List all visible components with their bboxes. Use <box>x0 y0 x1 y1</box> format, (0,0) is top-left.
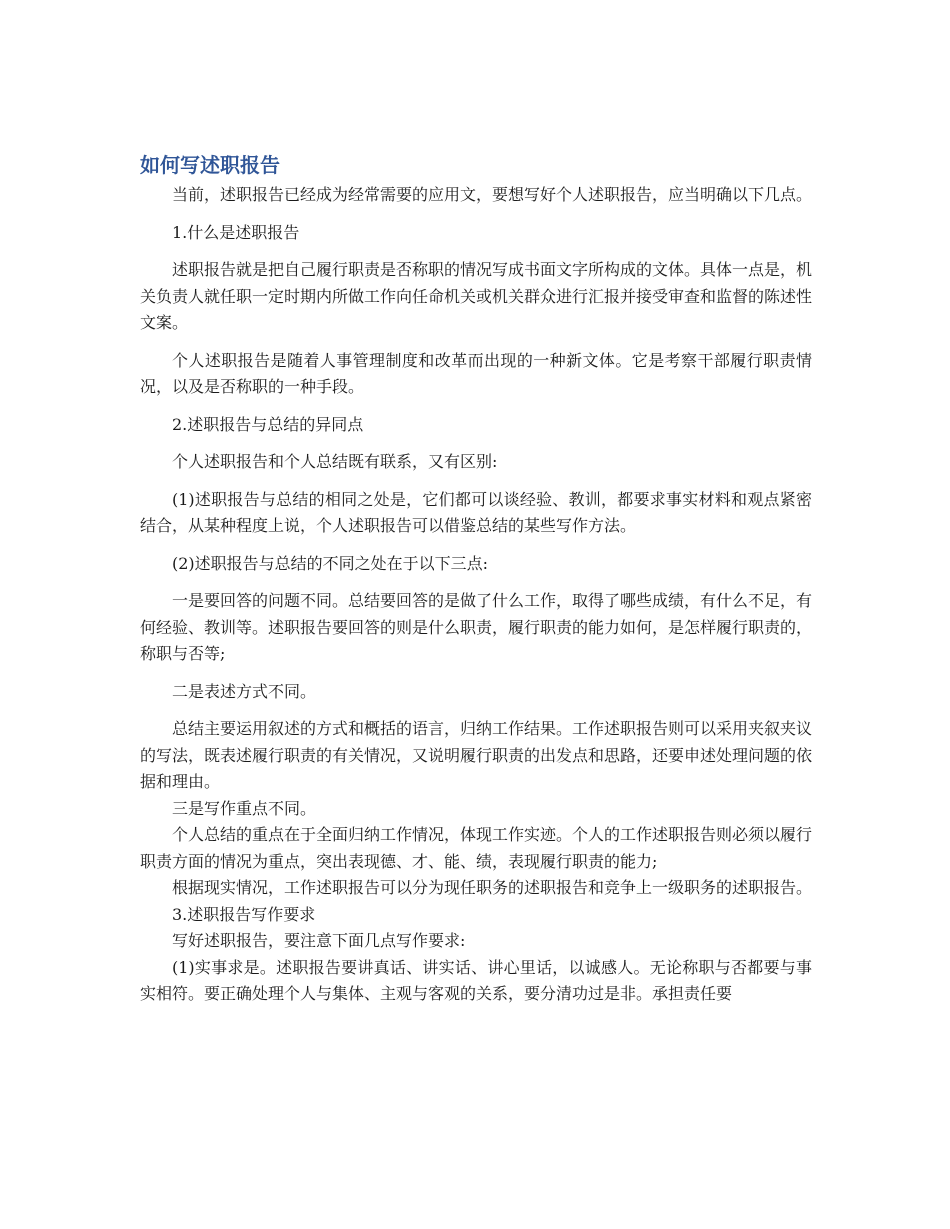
paragraph-expression: 总结主要运用叙述的方式和概括的语言，归纳工作结果。工作述职报告则可以采用夹叙夹议的写法，既表述履行职责的有关情况，又说明履行职责的出发点和思路，还要申述处理问题的依据和理由。 <box>140 719 813 791</box>
section-heading-3: 3.述职报告写作要求 <box>172 904 316 924</box>
paragraph-difference-2: 二是表述方式不同。 <box>172 681 317 701</box>
section-heading-1: 1.什么是述职报告 <box>172 222 300 242</box>
document-page <box>140 150 812 1008</box>
paragraph-intro: 当前，述职报告已经成为经常需要的应用文，要想写好个人述职报告，应当明确以下几点。 <box>172 185 813 204</box>
paragraph-difference-intro: (2)述职报告与总结的不同之处在于以下三点: <box>172 553 489 573</box>
paragraph-difference-1: 一是要回答的问题不同。总结要回答的是做了什么工作，取得了哪些成绩，有什么不足，有何经验、教训等。述职报告要回答的则是什么职责，履行职责的能力如何，是怎样履行职责的，称职与否等; <box>140 591 813 663</box>
paragraph-similarity: (1)述职报告与总结的相同之处是，它们都可以谈经验、教训，都要求事实材料和观点紧密结合，从某种程度上说，个人述职报告可以借鉴总结的某些写作方法。 <box>140 489 812 535</box>
paragraph-new-genre: 个人述职报告是随着人事管理制度和改革而出现的一种新文体。它是考察干部履行职责情况，以及是否称职的一种手段。 <box>140 350 812 396</box>
paragraph-definition: 述职报告就是把自己履行职责是否称职的情况写成书面文字所构成的文体。具体一点是，机关负责人就任职一定时期内所做工作向任命机关或机关群众进行汇报并接受审查和监督的陈述性文案。 <box>140 260 813 332</box>
paragraph-difference-3: 三是写作重点不同。 <box>172 798 317 818</box>
paragraph-classification: 根据现实情况，工作述职报告可以分为现任职务的述职报告和竞争上一级职务的述职报告。 <box>172 878 813 897</box>
paragraph-requirement-1: (1)实事求是。述职报告要讲真话、讲实话、讲心里话，以诚感人。无论称职与否都要与事实相符。要正确处理个人与集体、主观与客观的关系，要分清功过是非。承担责任要 <box>140 957 812 1003</box>
section-heading-2: 2.述职报告与总结的异同点 <box>172 414 364 434</box>
paragraph-requirements-intro: 写好述职报告，要注意下面几点写作要求: <box>172 931 466 950</box>
document-title: 如何写述职报告 <box>140 153 280 177</box>
paragraph-relation: 个人述职报告和个人总结既有联系，又有区别: <box>172 452 498 471</box>
paragraph-focus: 个人总结的重点在于全面归纳工作情况，体现工作实迹。个人的工作述职报告则必须以履行职责方面的情况为重点，突出表现德、才、能、绩，表现履行职责的能力; <box>140 825 813 871</box>
